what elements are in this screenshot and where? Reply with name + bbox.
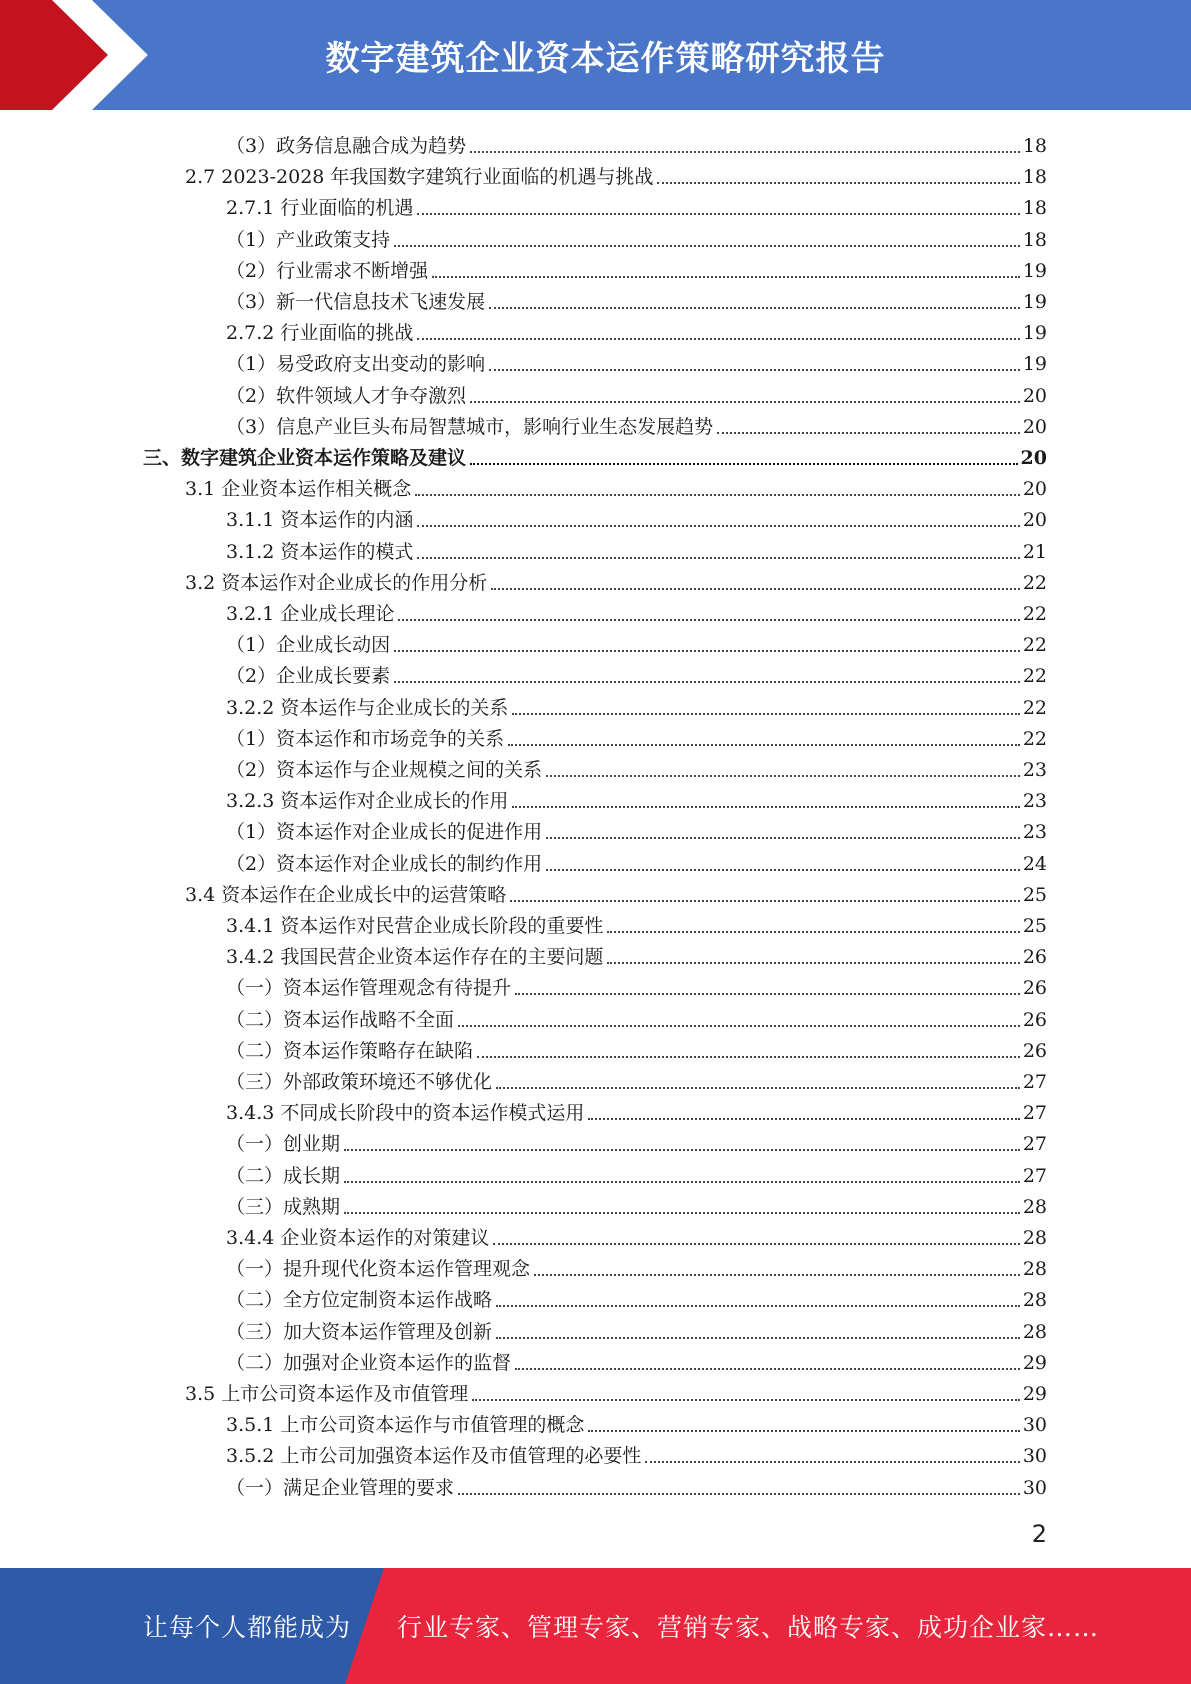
toc-leader-dots (491, 587, 1020, 590)
toc-leader-dots (458, 1492, 1020, 1495)
toc-leader-dots (470, 150, 1020, 153)
toc-entry[interactable] (226, 314, 1047, 345)
toc-entry-page: 28 (1022, 1320, 1047, 1343)
toc-entry-page: 29 (1022, 1351, 1047, 1374)
toc-entry-label: （3）政务信息融合成为趋势 (226, 135, 467, 157)
toc-entry[interactable] (226, 1406, 1047, 1437)
toc-leader-dots (512, 712, 1019, 715)
toc-entry-page: 27 (1022, 1164, 1047, 1187)
toc-entry-page: 30 (1022, 1414, 1047, 1437)
toc-entry-page: 22 (1022, 634, 1047, 657)
toc-entry[interactable] (226, 720, 1047, 751)
toc-entry[interactable] (226, 1281, 1047, 1312)
toc-entry-label: 3.4.1 资本运作对民营企业成长阶段的重要性 (226, 915, 604, 937)
toc-entry[interactable] (185, 470, 1047, 501)
toc-entry-page: 20 (1022, 478, 1047, 501)
toc-leader-dots (588, 1117, 1019, 1120)
toc-entry[interactable] (226, 1032, 1047, 1063)
toc-leader-dots (534, 1273, 1020, 1276)
toc-entry-page: 19 (1022, 322, 1047, 345)
toc-entry[interactable] (226, 1094, 1047, 1125)
toc-entry-label: （三）外部政策环境还不够优化 (226, 1071, 493, 1093)
toc-entry[interactable] (226, 221, 1047, 252)
toc-entry-label: 3.2.2 资本运作与企业成长的关系 (226, 696, 509, 719)
toc-leader-dots (417, 524, 1019, 527)
toc-entry[interactable] (226, 1313, 1047, 1344)
toc-leader-dots (394, 649, 1020, 652)
toc-leader-dots (515, 992, 1020, 995)
toc-entry-page: 28 (1022, 1258, 1047, 1281)
toc-entry-label: 3.4.3 不同成长阶段中的资本运作模式运用 (226, 1102, 585, 1125)
footer-banner (0, 1568, 1191, 1684)
toc-leader-dots (717, 431, 1020, 434)
toc-entry[interactable] (226, 377, 1047, 408)
toc-entry-label: 3.5.2 上市公司加强资本运作及市值管理的必要性 (226, 1445, 642, 1468)
toc-entry[interactable] (226, 845, 1047, 876)
toc-entry-page: 29 (1022, 1383, 1047, 1405)
toc-entry-label: （一）提升现代化资本运作管理观念 (226, 1258, 531, 1281)
toc-entry-label: 3.1.2 资本运作的模式 (226, 540, 414, 563)
toc-leader-dots (510, 899, 1020, 902)
toc-entry-page: 20 (1020, 447, 1047, 469)
toc-leader-dots (470, 462, 1018, 465)
toc-leader-dots (657, 181, 1019, 184)
toc-entry[interactable] (226, 345, 1047, 376)
toc-entry[interactable] (226, 813, 1047, 844)
toc-entry-page: 26 (1022, 977, 1047, 1000)
footer-slogan-right: 行业专家、管理专家、营销专家、战略专家、成功企业家…… (397, 1613, 1100, 1642)
toc-entry-label: （三）成熟期 (226, 1195, 341, 1218)
toc-entry-label: 2.7 2023-2028 年我国数字建筑行业面临的机遇与挑战 (185, 166, 654, 189)
toc-leader-dots (472, 1398, 1020, 1401)
toc-entry[interactable] (226, 626, 1047, 657)
toc-entry-page: 19 (1022, 291, 1047, 313)
toc-entry[interactable] (226, 1001, 1047, 1032)
toc-leader-dots (415, 493, 1020, 496)
toc-entry-label: （1）易受政府支出变动的影响 (226, 353, 486, 376)
toc-leader-dots (489, 306, 1020, 309)
toc-leader-dots (344, 1148, 1020, 1151)
toc-leader-dots (477, 1055, 1020, 1058)
toc-entry-label: （三）加大资本运作管理及创新 (226, 1320, 493, 1343)
toc-entry-label: （2）行业需求不断增强 (226, 259, 429, 282)
toc-entry[interactable] (226, 127, 1047, 158)
toc-entry-page: 22 (1022, 603, 1047, 625)
toc-entry-page: 28 (1022, 1227, 1047, 1249)
toc-leader-dots (458, 1024, 1020, 1027)
toc-entry-page: 20 (1022, 415, 1047, 438)
toc-entry-label: （1）资本运作和市场竞争的关系 (226, 727, 505, 750)
header-banner (0, 0, 1191, 110)
toc-entry-label: 3.5.1 上市公司资本运作与市值管理的概念 (226, 1414, 585, 1437)
toc-entry-label: （二）成长期 (226, 1164, 341, 1187)
toc-entry-page: 27 (1022, 1071, 1047, 1093)
toc-entry-page: 23 (1022, 759, 1047, 781)
toc-entry-page: 27 (1022, 1102, 1047, 1125)
toc-entry-page: 18 (1022, 135, 1047, 157)
toc-entry-label: 2.7.1 行业面临的机遇 (226, 197, 414, 220)
toc-entry-page: 23 (1022, 790, 1047, 813)
toc-entry-page: 25 (1022, 915, 1047, 937)
toc-entry-label: （1）产业政策支持 (226, 228, 391, 251)
toc-entry[interactable] (226, 1437, 1047, 1468)
toc-entry[interactable] (185, 564, 1047, 595)
toc-entry[interactable] (226, 1157, 1047, 1188)
toc-entry-page: 26 (1022, 1008, 1047, 1031)
page-number: 2 (1031, 1520, 1047, 1548)
toc-entry-page: 24 (1022, 852, 1047, 875)
toc-entry-label: 3.2.1 企业成长理论 (226, 603, 395, 625)
toc-entry[interactable] (226, 501, 1047, 532)
toc-leader-dots (515, 1367, 1020, 1370)
toc-entry-label: 3.2.3 资本运作对企业成长的作用 (226, 790, 509, 813)
toc-entry[interactable] (226, 283, 1047, 314)
toc-leader-dots (645, 1460, 1019, 1463)
toc-entry-page: 22 (1022, 727, 1047, 750)
toc-leader-dots (417, 337, 1019, 340)
toc-entry[interactable] (226, 189, 1047, 220)
toc-entry-label: 3.4.2 我国民营企业资本运作存在的主要问题 (226, 946, 604, 969)
toc-entry[interactable] (226, 1250, 1047, 1281)
toc-entry[interactable] (226, 751, 1047, 782)
toc-entry[interactable] (226, 1344, 1047, 1375)
toc-entry[interactable] (185, 1375, 1047, 1406)
toc-entry-label: （一）满足企业管理的要求 (226, 1476, 455, 1499)
toc-entry-page: 18 (1022, 197, 1047, 220)
toc-entry-label: （2）软件领域人才争夺激烈 (226, 384, 467, 407)
toc-chapter-entry[interactable] (143, 439, 1047, 470)
toc-entry-label: （1）资本运作对企业成长的促进作用 (226, 821, 543, 844)
toc-leader-dots (607, 930, 1019, 933)
toc-leader-dots (512, 805, 1019, 808)
toc-entry-label: 三、数字建筑企业资本运作策略及建议 (143, 447, 467, 469)
toc-entry-page: 30 (1022, 1445, 1047, 1468)
toc-entry-label: （二）资本运作策略存在缺陷 (226, 1039, 474, 1062)
toc-entry-label: （1）企业成长动因 (226, 634, 391, 657)
toc-leader-dots (489, 368, 1020, 371)
toc-entry[interactable] (226, 1469, 1047, 1500)
toc-entry-label: 3.4 资本运作在企业成长中的运营策略 (185, 883, 507, 906)
toc-entry-label: （二）全方位定制资本运作战略 (226, 1289, 493, 1312)
toc-entry-label: 2.7.2 行业面临的挑战 (226, 322, 414, 345)
toc-entry[interactable] (185, 876, 1047, 907)
toc-entry[interactable] (226, 907, 1047, 938)
toc-leader-dots (588, 1429, 1019, 1432)
toc-entry-label: （一）创业期 (226, 1133, 341, 1156)
toc-entry-label: （3）信息产业巨头布局智慧城市，影响行业生态发展趋势 (226, 415, 714, 438)
toc-entry-label: 3.5 上市公司资本运作及市值管理 (185, 1383, 469, 1405)
toc-entry-label: （3）新一代信息技术飞速发展 (226, 291, 486, 313)
toc-entry[interactable] (226, 1063, 1047, 1094)
toc-entry-page: 25 (1022, 883, 1047, 906)
toc-entry-label: （2）资本运作对企业成长的制约作用 (226, 852, 543, 875)
toc-leader-dots (496, 1336, 1020, 1339)
toc-leader-dots (417, 212, 1019, 215)
toc-entry-label: 3.2 资本运作对企业成长的作用分析 (185, 571, 488, 594)
toc-leader-dots (432, 275, 1020, 278)
toc-entry[interactable] (226, 252, 1047, 283)
toc-leader-dots (394, 680, 1020, 683)
toc-entry-page: 22 (1022, 665, 1047, 688)
toc-entry[interactable] (226, 657, 1047, 688)
toc-entry-page: 19 (1022, 353, 1047, 376)
toc-entry[interactable] (185, 158, 1047, 189)
toc-entry-label: 3.1 企业资本运作相关概念 (185, 478, 412, 501)
report-title: 数字建筑企业资本运作策略研究报告 (325, 38, 886, 79)
toc-entry-page: 26 (1022, 946, 1047, 969)
toc-leader-dots (496, 1086, 1020, 1089)
toc-entry[interactable] (226, 689, 1047, 720)
toc-leader-dots (344, 1180, 1020, 1183)
toc-entry-page: 19 (1022, 259, 1047, 282)
toc-leader-dots (344, 1211, 1020, 1214)
toc-leader-dots (470, 400, 1020, 403)
toc-entry-label: 3.4.4 企业资本运作的对策建议 (226, 1227, 490, 1249)
toc-entry[interactable] (226, 1188, 1047, 1219)
toc-leader-dots (394, 244, 1020, 247)
toc-leader-dots (546, 868, 1020, 871)
toc-entry[interactable] (226, 533, 1047, 564)
toc-entry-page: 28 (1022, 1195, 1047, 1218)
toc-entry-page: 22 (1022, 696, 1047, 719)
toc-entry-page: 22 (1022, 571, 1047, 594)
toc-leader-dots (508, 743, 1020, 746)
toc-entry[interactable] (226, 1125, 1047, 1156)
footer-slogan-left: 让每个人都能成为 (143, 1613, 352, 1642)
toc-entry-page: 26 (1022, 1039, 1047, 1062)
toc-entry-label: （2）资本运作与企业规模之间的关系 (226, 759, 543, 781)
toc-entry[interactable] (226, 408, 1047, 439)
toc-leader-dots (546, 774, 1020, 777)
toc-leader-dots (607, 961, 1019, 964)
toc-leader-dots (496, 1304, 1020, 1307)
toc-entry-page: 23 (1022, 821, 1047, 844)
toc-entry-page: 20 (1022, 384, 1047, 407)
toc-leader-dots (546, 836, 1020, 839)
toc-entry-page: 27 (1022, 1133, 1047, 1156)
toc-entry[interactable] (226, 782, 1047, 813)
toc-entry[interactable] (226, 595, 1047, 626)
toc-entry-page: 18 (1022, 166, 1047, 189)
toc-entry[interactable] (226, 938, 1047, 969)
toc-entry-label: （2）企业成长要素 (226, 665, 391, 688)
toc-entry[interactable] (226, 969, 1047, 1000)
toc-entry-label: （二）加强对企业资本运作的监督 (226, 1351, 512, 1374)
toc-entry-page: 28 (1022, 1289, 1047, 1312)
toc-entry-label: （二）资本运作战略不全面 (226, 1008, 455, 1031)
toc-entry-label: 3.1.1 资本运作的内涵 (226, 509, 414, 532)
toc-entry[interactable] (226, 1219, 1047, 1250)
toc-entry-page: 20 (1022, 509, 1047, 532)
toc-leader-dots (417, 556, 1019, 559)
toc-entry-page: 18 (1022, 228, 1047, 251)
toc-leader-dots (398, 618, 1019, 621)
toc-entry-page: 30 (1022, 1476, 1047, 1499)
toc-leader-dots (493, 1242, 1019, 1245)
toc-entry-label: （一）资本运作管理观念有待提升 (226, 977, 512, 1000)
toc-entry-page: 21 (1022, 540, 1047, 563)
